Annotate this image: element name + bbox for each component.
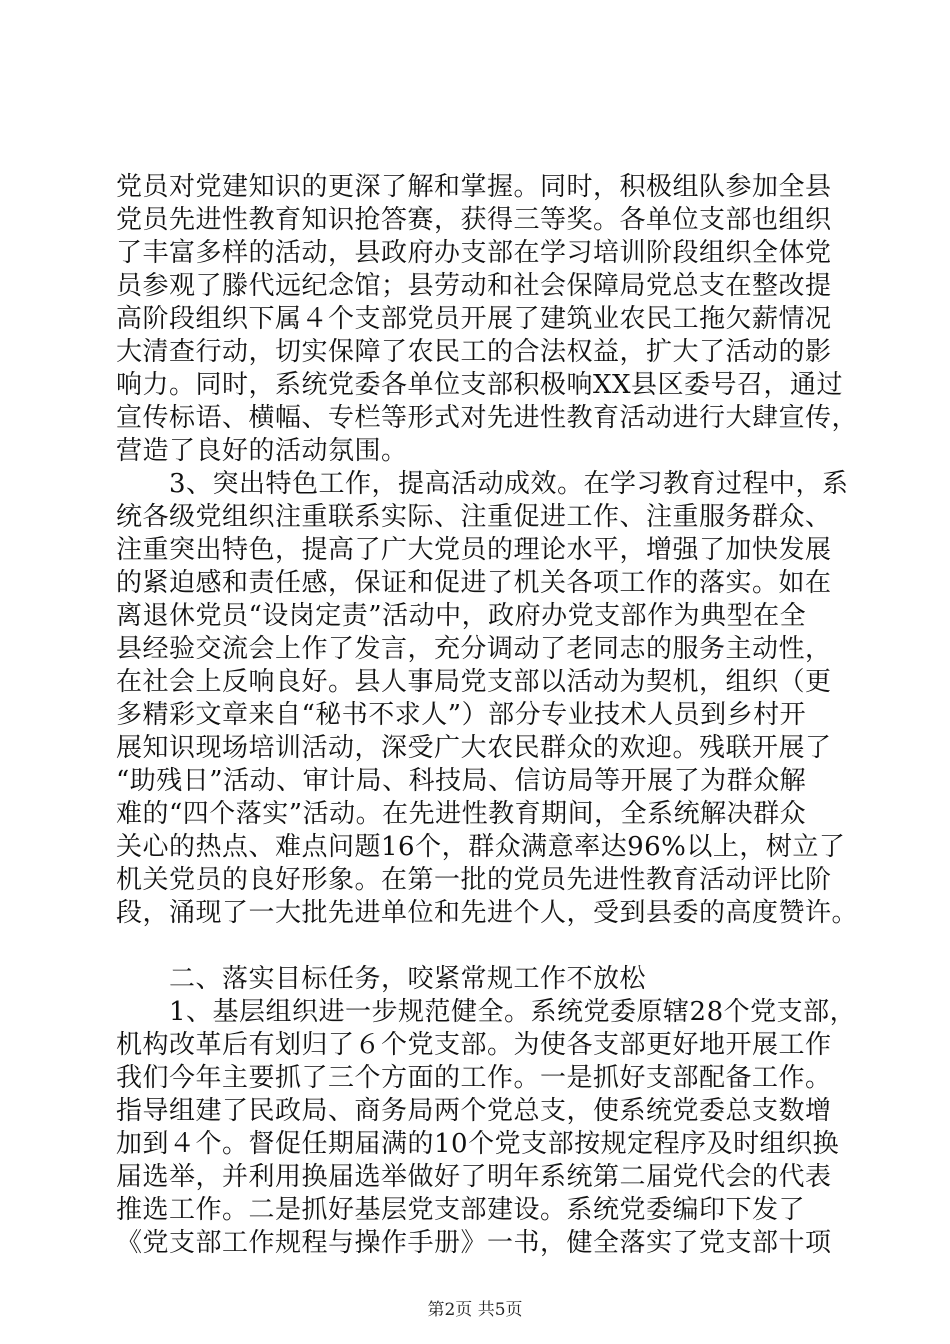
text-line: 多精彩文章来自“秘书不求人”）部分专业技术人员到乡村开 <box>116 700 807 730</box>
text-line: 我们今年主要抓了三个方面的工作。一是抓好支部配备工作。 <box>116 1063 832 1093</box>
text-line: 机构改革后有划归了６个党支部。为使各支部更好地开展工作 <box>116 1030 832 1060</box>
text-line: 的紧迫感和责任感，保证和促进了机关各项工作的落实。如在 <box>116 568 832 598</box>
section-heading: 二、落实目标任务，咬紧常规工作不放松 <box>116 964 647 994</box>
text-line: 在社会上反响良好。县人事局党支部以活动为契机，组织（更 <box>116 667 832 697</box>
text-line: “助残日”活动、审计局、科技局、信访局等开展了为群众解 <box>116 766 807 796</box>
text-line: 《党支部工作规程与操作手册》一书，健全落实了党支部十项 <box>116 1228 832 1258</box>
text-line: 3、突出特色工作，提高活动成效。在学习教育过程中，系 <box>116 469 849 499</box>
text-line: 大清查行动，切实保障了农民工的合法权益，扩大了活动的影 <box>116 337 832 367</box>
text-line: 指导组建了民政局、商务局两个党总支，使系统党委总支数增 <box>116 1096 832 1126</box>
text-line: 县经验交流会上作了发言，充分调动了老同志的服务主动性， <box>116 634 832 664</box>
text-line: 了丰富多样的活动，县政府办支部在学习培训阶段组织全体党 <box>116 238 832 268</box>
text-line: 展知识现场培训活动，深受广大农民群众的欢迎。残联开展了 <box>116 733 832 763</box>
text-line: 届选举，并利用换届选举做好了明年系统第二届党代会的代表 <box>116 1162 832 1192</box>
text-line: 营造了良好的活动氛围。 <box>116 436 408 466</box>
text-line: 离退休党员“设岗定责”活动中，政府办党支部作为典型在全 <box>116 601 807 631</box>
text-line: 统各级党组织注重联系实际、注重促进工作、注重服务群众、 <box>116 502 832 532</box>
text-line: 员参观了滕代远纪念馆；县劳动和社会保障局党总支在整改提 <box>116 271 832 301</box>
text-line: 党员对党建知识的更深了解和掌握。同时，积极组队参加全县 <box>116 172 832 202</box>
text-line: 难的“四个落实”活动。在先进性教育期间，全系统解决群众 <box>116 799 807 829</box>
page-number-footer: 第2页 共5页 <box>427 1300 523 1320</box>
text-line: 党员先进性教育知识抢答赛，获得三等奖。各单位支部也组织 <box>116 205 832 235</box>
text-line: 机关党员的良好形象。在第一批的党员先进性教育活动评比阶 <box>116 865 832 895</box>
text-line: 关心的热点、难点问题16个，群众满意率达96%以上，树立了 <box>116 832 846 862</box>
text-line: 推选工作。二是抓好基层党支部建设。系统党委编印下发了 <box>116 1195 806 1225</box>
text-line: 响力。同时，系统党委各单位支部积极响XX县区委号召，通过 <box>116 370 844 400</box>
text-line: 加到４个。督促任期届满的10个党支部按规定程序及时组织换 <box>116 1129 840 1159</box>
text-line: 1、基层组织进一步规范健全。系统党委原辖28个党支部， <box>116 997 857 1027</box>
text-line: 段，涌现了一大批先进单位和先进个人，受到县委的高度赞许。 <box>116 898 859 928</box>
text-line: 宣传标语、横幅、专栏等形式对先进性教育活动进行大肆宣传， <box>116 403 859 433</box>
text-line: 注重突出特色，提高了广大党员的理论水平，增强了加快发展 <box>116 535 832 565</box>
text-line: 高阶段组织下属４个支部党员开展了建筑业农民工拖欠薪情况 <box>116 304 832 334</box>
